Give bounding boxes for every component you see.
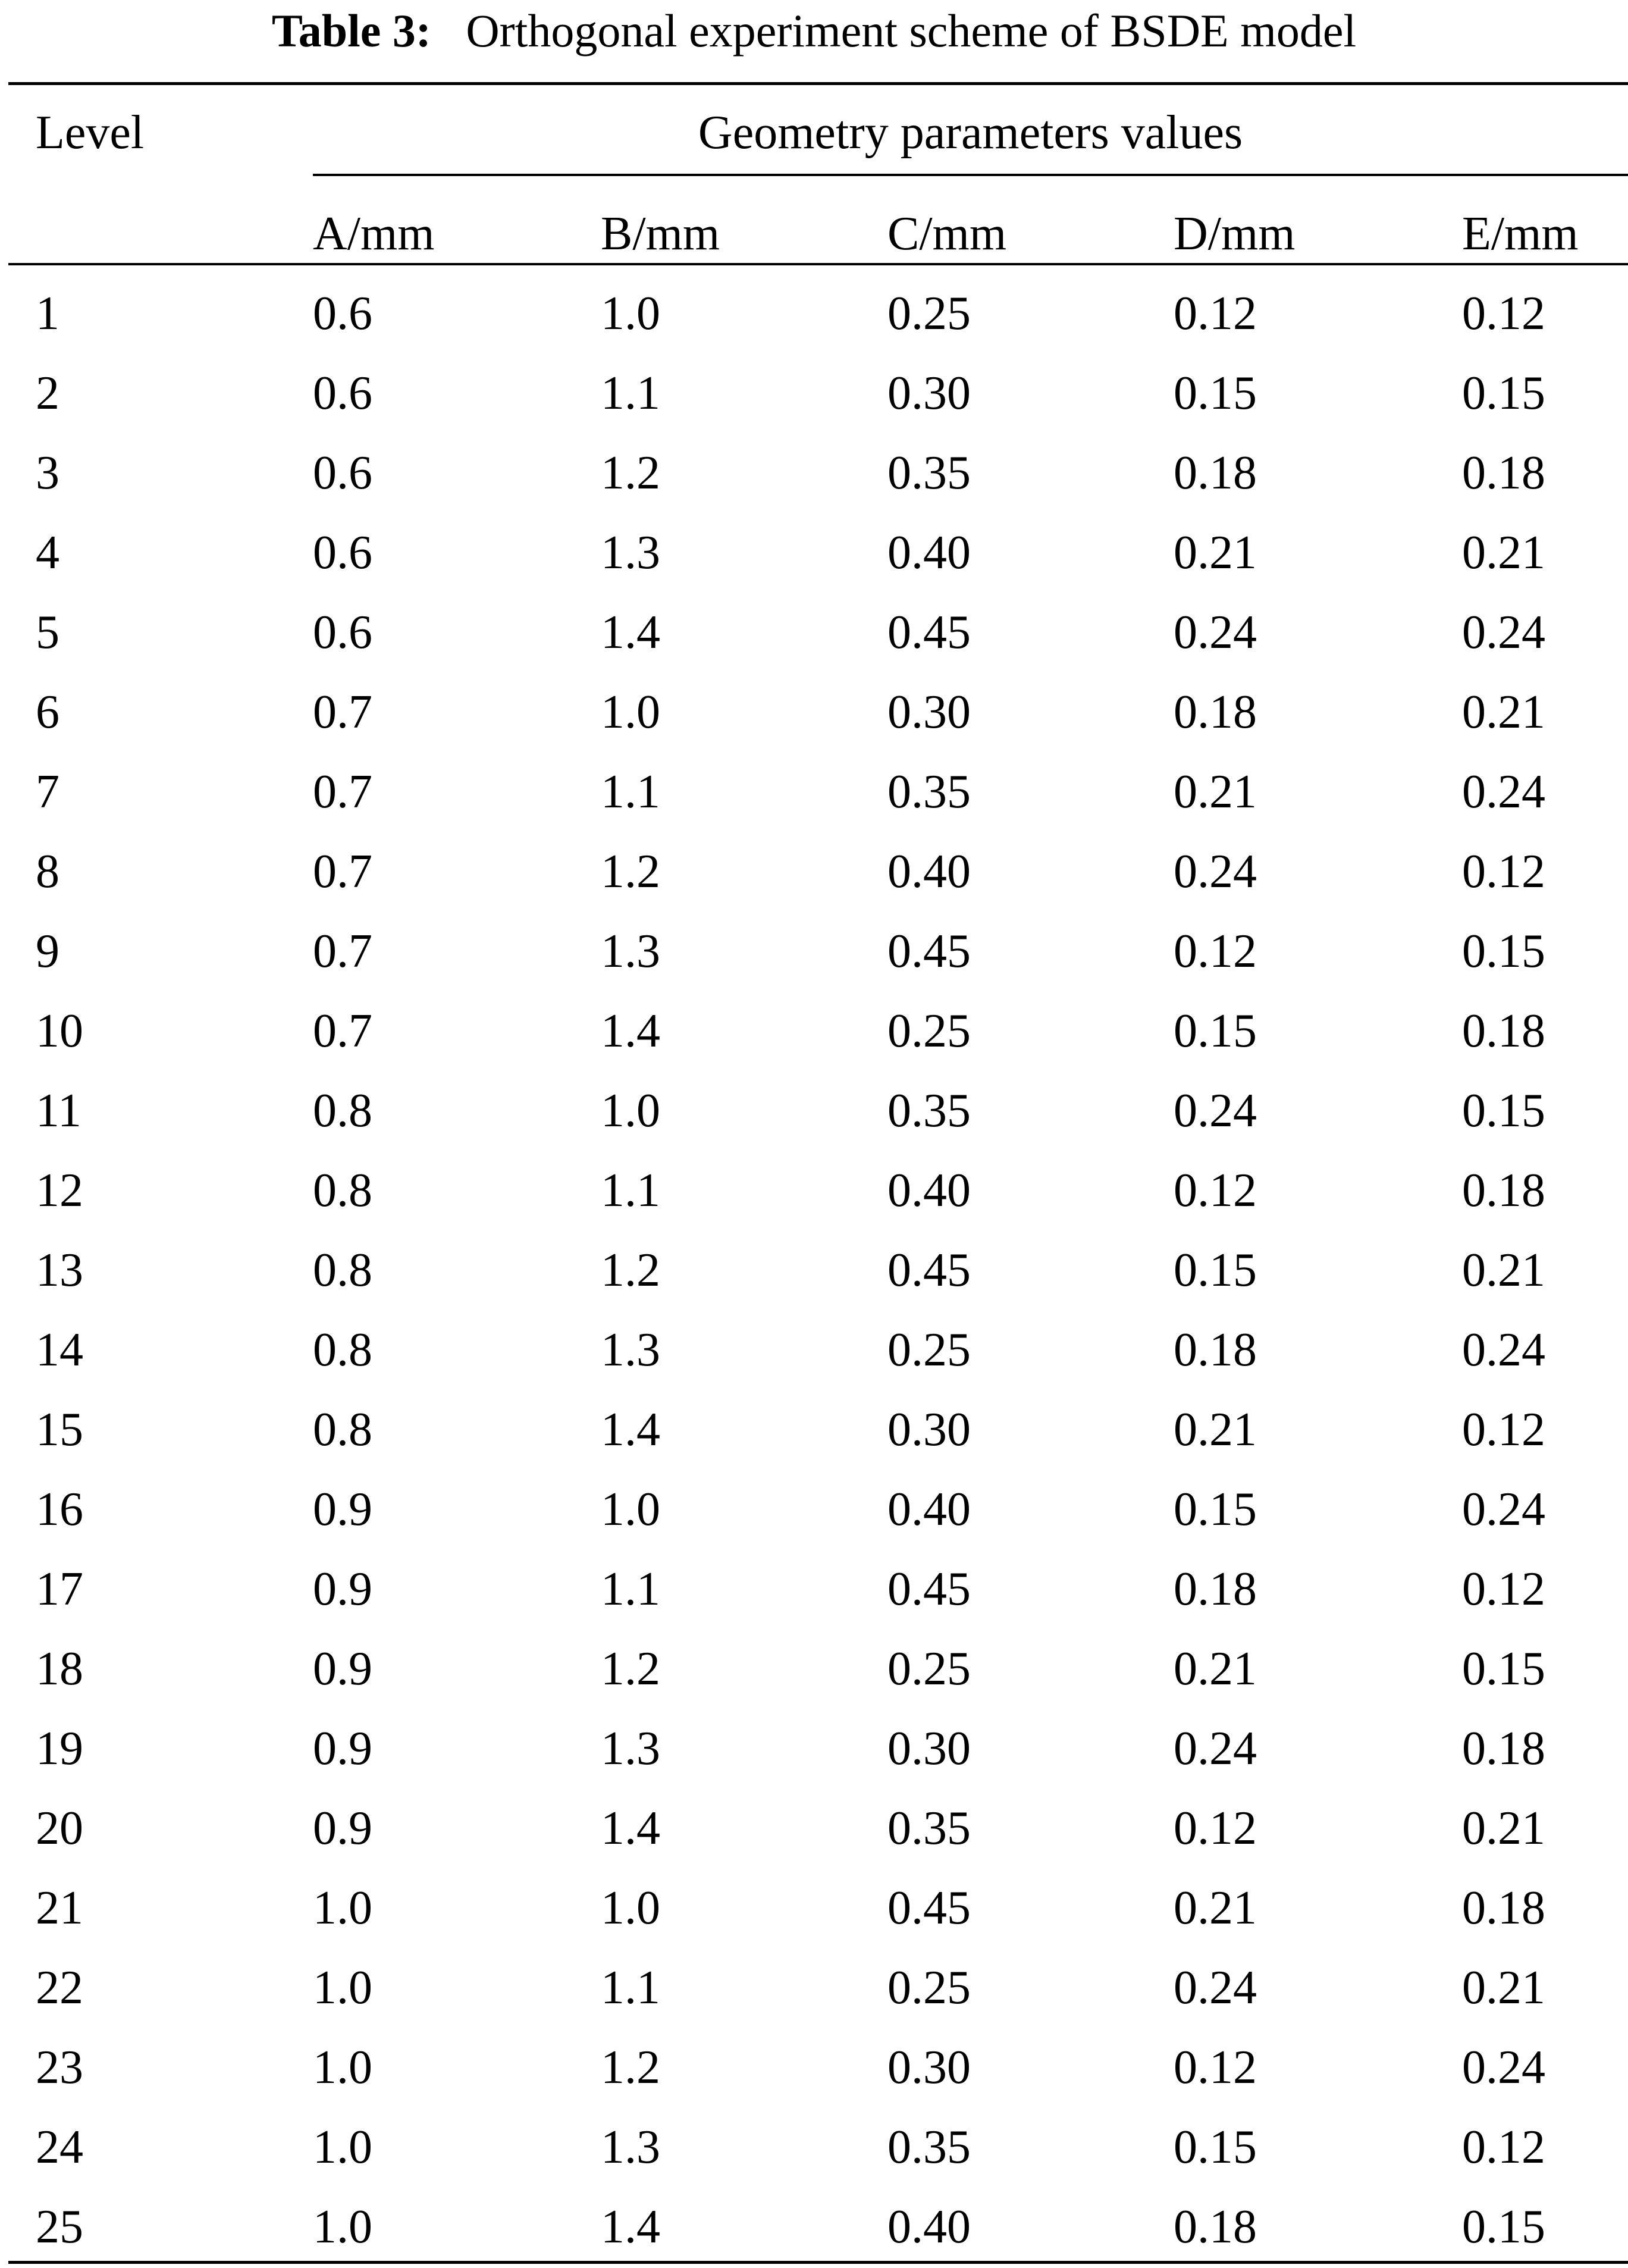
cell-a: 0.9 (313, 1802, 372, 1855)
cell-d: 0.21 (1174, 527, 1257, 579)
cell-c: 0.40 (887, 1483, 971, 1536)
cell-b: 1.2 (601, 845, 660, 898)
cell-level: 16 (36, 1483, 83, 1536)
cell-d: 0.15 (1174, 2121, 1257, 2173)
cell-level: 20 (36, 1802, 83, 1855)
cell-level: 24 (36, 2121, 83, 2173)
cell-b: 1.1 (601, 1563, 660, 1615)
cell-c: 0.25 (887, 1005, 971, 1057)
cell-a: 0.9 (313, 1483, 372, 1536)
caption-spacer (443, 5, 454, 57)
cell-b: 1.2 (601, 1643, 660, 1695)
cell-b: 1.0 (601, 1882, 660, 1934)
cell-e: 0.24 (1462, 766, 1545, 818)
column-header-a: A/mm (313, 208, 435, 260)
cell-level: 6 (36, 686, 59, 738)
cell-d: 0.24 (1174, 606, 1257, 659)
cell-a: 0.9 (313, 1643, 372, 1695)
cell-level: 19 (36, 1722, 83, 1775)
cell-a: 0.8 (313, 1085, 372, 1137)
cell-a: 0.7 (313, 925, 372, 978)
cell-e: 0.15 (1462, 925, 1545, 978)
cell-b: 1.0 (601, 1483, 660, 1536)
caption-text: Orthogonal experiment scheme of BSDE model (466, 5, 1357, 57)
cell-b: 1.3 (601, 1324, 660, 1376)
cell-c: 0.30 (887, 1722, 971, 1775)
cell-d: 0.24 (1174, 845, 1257, 898)
cell-c: 0.30 (887, 1404, 971, 1456)
cell-b: 1.3 (601, 527, 660, 579)
cell-a: 0.7 (313, 766, 372, 818)
cell-a: 0.8 (313, 1324, 372, 1376)
group-header: Geometry parameters values (698, 106, 1243, 159)
cell-d: 0.18 (1174, 1324, 1257, 1376)
cell-d: 0.21 (1174, 766, 1257, 818)
cell-d: 0.15 (1174, 1244, 1257, 1296)
cell-a: 0.7 (313, 686, 372, 738)
cell-level: 3 (36, 447, 59, 499)
cell-d: 0.18 (1174, 1563, 1257, 1615)
cell-a: 1.0 (313, 2041, 372, 2094)
cell-b: 1.0 (601, 1085, 660, 1137)
cell-b: 1.3 (601, 1722, 660, 1775)
cell-a: 0.8 (313, 1244, 372, 1296)
cell-level: 1 (36, 287, 59, 340)
cell-c: 0.30 (887, 2041, 971, 2094)
cell-e: 0.15 (1462, 2201, 1545, 2253)
cell-a: 0.6 (313, 527, 372, 579)
cell-c: 0.45 (887, 925, 971, 978)
cell-c: 0.35 (887, 766, 971, 818)
cell-c: 0.40 (887, 527, 971, 579)
column-header-d: D/mm (1174, 208, 1296, 260)
cell-a: 0.6 (313, 447, 372, 499)
cell-d: 0.18 (1174, 686, 1257, 738)
cell-b: 1.3 (601, 925, 660, 978)
cell-a: 0.9 (313, 1563, 372, 1615)
cell-a: 0.6 (313, 287, 372, 340)
cell-b: 1.0 (601, 287, 660, 340)
cell-level: 17 (36, 1563, 83, 1615)
cell-a: 0.8 (313, 1404, 372, 1456)
cell-a: 0.9 (313, 1722, 372, 1775)
cell-c: 0.25 (887, 1324, 971, 1376)
cell-level: 22 (36, 1962, 83, 2014)
cell-a: 1.0 (313, 2201, 372, 2253)
cell-c: 0.35 (887, 447, 971, 499)
cell-b: 1.2 (601, 1244, 660, 1296)
cell-c: 0.40 (887, 2201, 971, 2253)
cell-d: 0.12 (1174, 1802, 1257, 1855)
cell-a: 1.0 (313, 1882, 372, 1934)
cell-e: 0.24 (1462, 2041, 1545, 2094)
cell-level: 12 (36, 1164, 83, 1217)
cell-c: 0.45 (887, 1244, 971, 1296)
cell-level: 9 (36, 925, 59, 978)
cell-e: 0.15 (1462, 1085, 1545, 1137)
cell-a: 0.7 (313, 1005, 372, 1057)
bottom-rule (8, 2261, 1628, 2264)
cell-e: 0.21 (1462, 527, 1545, 579)
cell-d: 0.15 (1174, 367, 1257, 419)
cell-b: 1.3 (601, 2121, 660, 2173)
cell-b: 1.1 (601, 1164, 660, 1217)
cell-b: 1.4 (601, 1802, 660, 1855)
cell-e: 0.18 (1462, 1722, 1545, 1775)
cell-e: 0.12 (1462, 1404, 1545, 1456)
cell-c: 0.35 (887, 1085, 971, 1137)
cell-d: 0.24 (1174, 1085, 1257, 1137)
cell-a: 1.0 (313, 1962, 372, 2014)
cell-b: 1.4 (601, 1404, 660, 1456)
column-header-e: E/mm (1462, 208, 1579, 260)
cell-level: 21 (36, 1882, 83, 1934)
cell-e: 0.12 (1462, 2121, 1545, 2173)
column-header-c: C/mm (887, 208, 1007, 260)
column-header-b: B/mm (601, 208, 720, 260)
cell-e: 0.18 (1462, 447, 1545, 499)
cell-e: 0.24 (1462, 606, 1545, 659)
cell-a: 0.6 (313, 367, 372, 419)
cell-c: 0.25 (887, 1643, 971, 1695)
cell-e: 0.12 (1462, 287, 1545, 340)
cell-level: 11 (36, 1085, 82, 1137)
cell-b: 1.1 (601, 1962, 660, 2014)
cell-d: 0.21 (1174, 1404, 1257, 1456)
cell-d: 0.12 (1174, 2041, 1257, 2094)
cell-level: 15 (36, 1404, 83, 1456)
header-bottom-rule (8, 263, 1628, 265)
top-rule (8, 82, 1628, 85)
cell-a: 0.8 (313, 1164, 372, 1217)
cell-e: 0.21 (1462, 1962, 1545, 2014)
cell-level: 14 (36, 1324, 83, 1376)
cell-c: 0.45 (887, 1882, 971, 1934)
cell-level: 8 (36, 845, 59, 898)
cell-e: 0.24 (1462, 1483, 1545, 1536)
cell-e: 0.12 (1462, 845, 1545, 898)
cell-b: 1.2 (601, 447, 660, 499)
cell-d: 0.18 (1174, 447, 1257, 499)
table-caption (0, 0, 1628, 71)
cell-e: 0.15 (1462, 367, 1545, 419)
cell-e: 0.15 (1462, 1643, 1545, 1695)
cell-level: 10 (36, 1005, 83, 1057)
cell-e: 0.18 (1462, 1882, 1545, 1934)
cell-e: 0.21 (1462, 686, 1545, 738)
cell-b: 1.1 (601, 367, 660, 419)
cell-c: 0.30 (887, 686, 971, 738)
cell-b: 1.4 (601, 2201, 660, 2253)
cell-level: 4 (36, 527, 59, 579)
cell-d: 0.21 (1174, 1882, 1257, 1934)
cell-level: 13 (36, 1244, 83, 1296)
cell-c: 0.25 (887, 1962, 971, 2014)
cell-d: 0.12 (1174, 1164, 1257, 1217)
cell-c: 0.45 (887, 1563, 971, 1615)
cell-a: 0.7 (313, 845, 372, 898)
cell-d: 0.18 (1174, 2201, 1257, 2253)
level-header: Level (36, 106, 145, 159)
cell-level: 25 (36, 2201, 83, 2253)
cell-a: 1.0 (313, 2121, 372, 2173)
cell-b: 1.4 (601, 1005, 660, 1057)
cell-d: 0.24 (1174, 1962, 1257, 2014)
cell-b: 1.4 (601, 606, 660, 659)
cell-d: 0.12 (1174, 287, 1257, 340)
cell-c: 0.35 (887, 1802, 971, 1855)
caption-label: Table 3: (271, 5, 431, 57)
cell-a: 0.6 (313, 606, 372, 659)
cell-b: 1.0 (601, 686, 660, 738)
cell-level: 5 (36, 606, 59, 659)
cell-d: 0.15 (1174, 1005, 1257, 1057)
cell-level: 23 (36, 2041, 83, 2094)
cell-c: 0.35 (887, 2121, 971, 2173)
cell-e: 0.24 (1462, 1324, 1545, 1376)
cell-e: 0.18 (1462, 1164, 1545, 1217)
cell-c: 0.45 (887, 606, 971, 659)
cell-e: 0.12 (1462, 1563, 1545, 1615)
cell-level: 2 (36, 367, 59, 419)
cell-c: 0.40 (887, 1164, 971, 1217)
cell-d: 0.24 (1174, 1722, 1257, 1775)
cell-level: 7 (36, 766, 59, 818)
cell-b: 1.2 (601, 2041, 660, 2094)
cell-d: 0.12 (1174, 925, 1257, 978)
cell-c: 0.30 (887, 367, 971, 419)
cell-e: 0.21 (1462, 1244, 1545, 1296)
cell-e: 0.21 (1462, 1802, 1545, 1855)
cell-c: 0.25 (887, 287, 971, 340)
cell-b: 1.1 (601, 766, 660, 818)
cell-c: 0.40 (887, 845, 971, 898)
cell-e: 0.18 (1462, 1005, 1545, 1057)
cell-d: 0.21 (1174, 1643, 1257, 1695)
cell-level: 18 (36, 1643, 83, 1695)
group-header-rule (313, 174, 1628, 176)
cell-d: 0.15 (1174, 1483, 1257, 1536)
